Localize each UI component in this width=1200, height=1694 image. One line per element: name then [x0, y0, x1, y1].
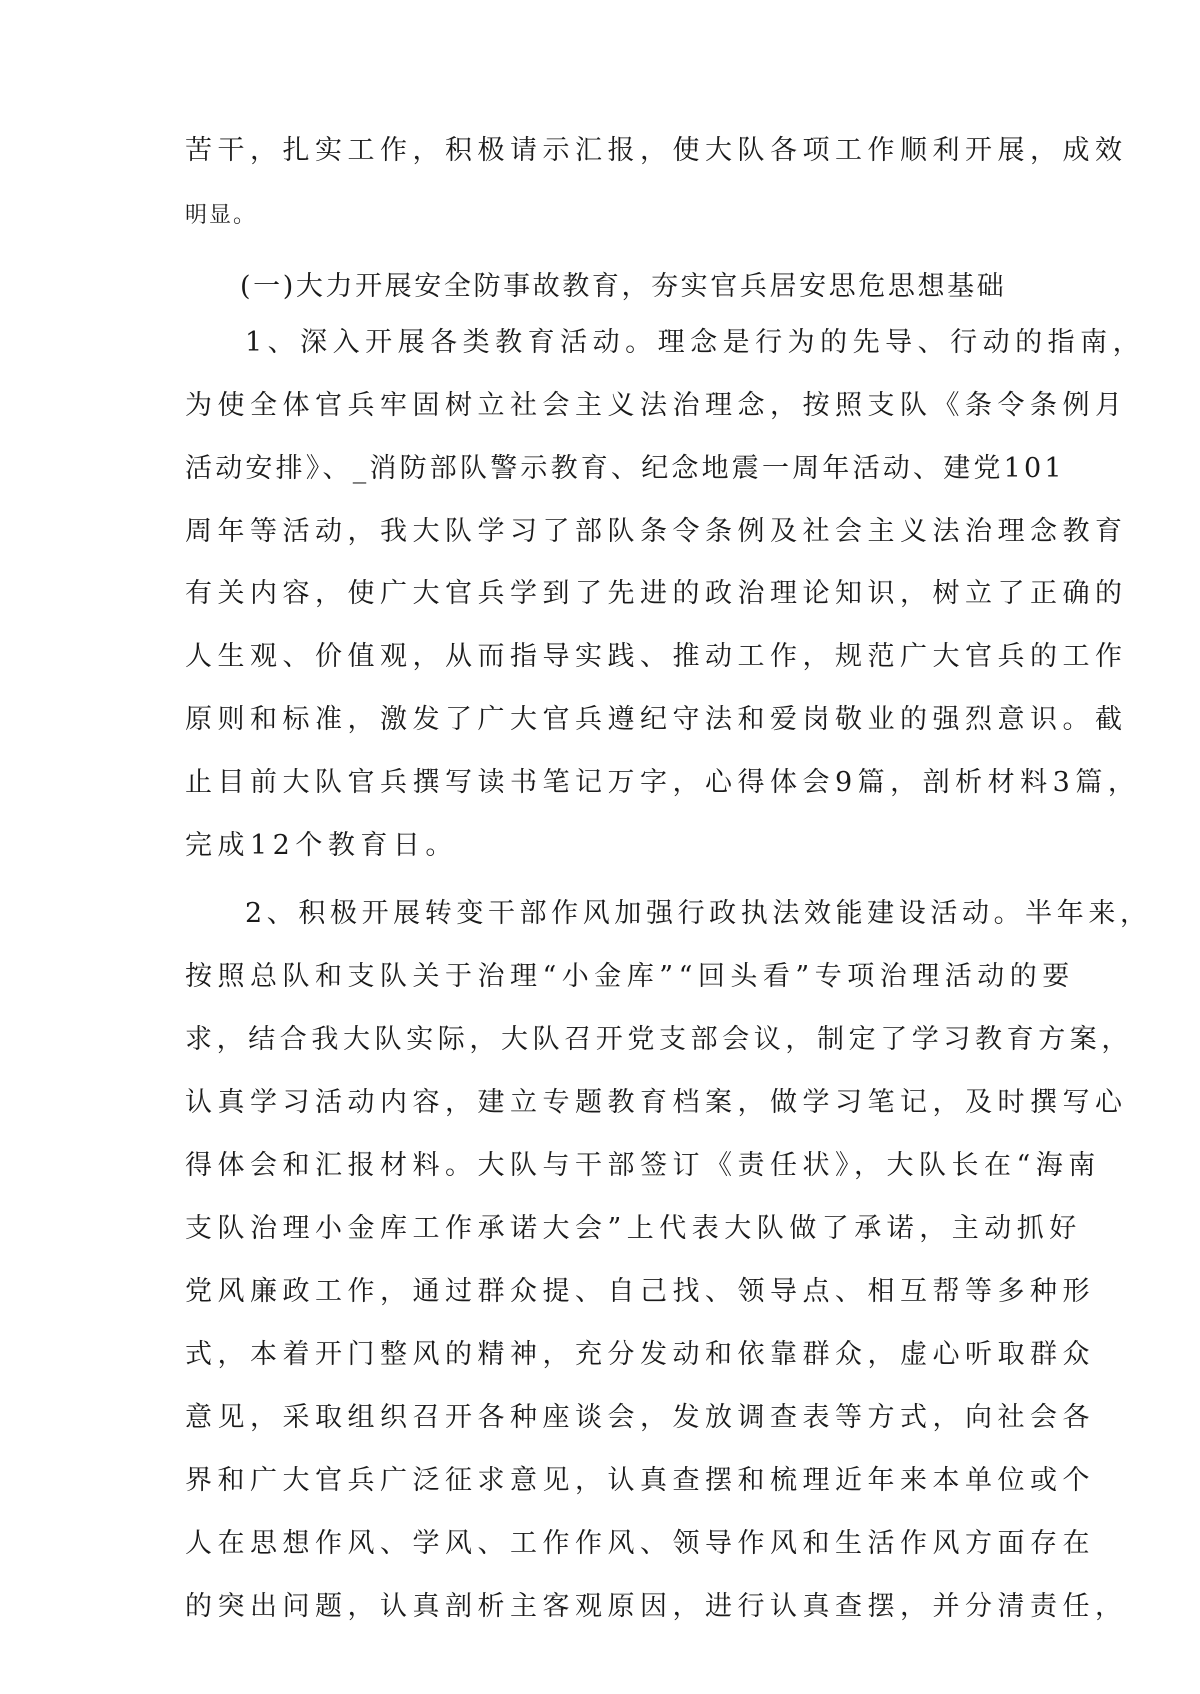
section-heading: (一)大力开展安全防事故教育，夯实官兵居安思危思想基础	[240, 271, 1007, 302]
paragraph-line: 人在思想作风、学风、工作作风、领导作风和生活作风方面存在	[185, 1528, 1095, 1559]
paragraph-line: 2、积极开展转变干部作风加强行政执法效能建设活动。半年来，	[245, 898, 1152, 929]
paragraph-line: 明显。	[185, 203, 258, 228]
paragraph-line: 止目前大队官兵撰写读书笔记万字，心得体会9篇，剖析材料3篇，	[185, 767, 1141, 798]
paragraph-line: 得体会和汇报材料。大队与干部签订《责任状》，大队长在“海南	[185, 1150, 1101, 1181]
paragraph-line: 支队治理小金库工作承诺大会”上代表大队做了承诺，主动抓好	[185, 1213, 1082, 1244]
paragraph-line: 的突出问题，认真剖析主客观原因，进行认真查摆，并分清责任，	[185, 1591, 1128, 1622]
paragraph-line: 党风廉政工作，通过群众提、自己找、领导点、相互帮等多种形	[185, 1276, 1095, 1307]
paragraph-line: 完成12个教育日。	[185, 830, 458, 861]
paragraph-line: 原则和标准，激发了广大官兵遵纪守法和爱岗敬业的强烈意识。截	[185, 704, 1128, 735]
paragraph-line: 求，结合我大队实际，大队召开党支部会议，制定了学习教育方案，	[185, 1024, 1133, 1055]
paragraph-line: 按照总队和支队关于治理“小金库”“回头看”专项治理活动的要	[185, 961, 1075, 992]
paragraph-line: 1、深入开展各类教育活动。理念是行为的先导、行动的指南，	[245, 327, 1146, 358]
paragraph-line: 人生观、价值观，从而指导实践、推动工作，规范广大官兵的工作	[185, 641, 1128, 672]
paragraph-line: 活动安排》、_消防部队警示教育、纪念地震一周年活动、建党101	[185, 453, 1065, 484]
paragraph-line: 有关内容，使广大官兵学到了先进的政治理论知识，树立了正确的	[185, 578, 1128, 609]
paragraph-line: 为使全体官兵牢固树立社会主义法治理念，按照支队《条令条例月	[185, 390, 1128, 421]
paragraph-line: 界和广大官兵广泛征求意见，认真查摆和梳理近年来本单位或个	[185, 1465, 1095, 1496]
paragraph-line: 苦干，扎实工作，积极请示汇报，使大队各项工作顺利开展，成效	[185, 135, 1128, 166]
paragraph-line: 周年等活动，我大队学习了部队条令条例及社会主义法治理念教育	[185, 516, 1128, 547]
paragraph-line: 认真学习活动内容，建立专题教育档案，做学习笔记，及时撰写心	[185, 1087, 1128, 1118]
paragraph-line: 式，本着开门整风的精神，充分发动和依靠群众，虚心听取群众	[185, 1339, 1095, 1370]
paragraph-line: 意见，采取组织召开各种座谈会，发放调查表等方式，向社会各	[185, 1402, 1095, 1433]
